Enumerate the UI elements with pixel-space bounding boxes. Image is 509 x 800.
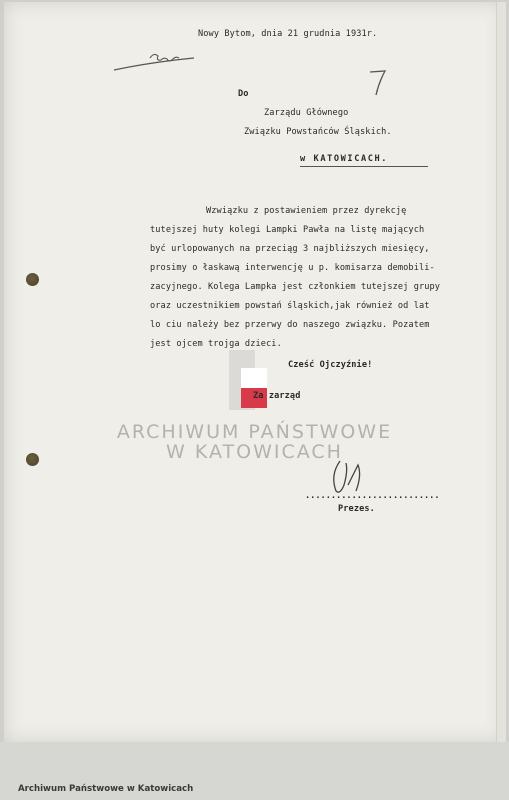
watermark-line-1: ARCHIWUM PAŃSTWOWE bbox=[116, 421, 393, 443]
punch-hole-top bbox=[26, 273, 39, 286]
flag-white-stripe bbox=[241, 368, 267, 388]
recipient-line-1: Zarządu Głównego bbox=[264, 108, 349, 118]
body-line-1: Wzwiązku z postawieniem przez dyrekcję bbox=[206, 206, 407, 216]
watermark-line-2: W KATOWICACH bbox=[166, 441, 343, 463]
body-line-2: tutejszej huty kolegi Lampki Pawła na listę mających bbox=[150, 225, 425, 235]
recipient-city: w KATOWICACH. bbox=[300, 154, 389, 164]
body-line-5: zacyjnego. Kolega Lampka jest członkiem tutejszej grupy bbox=[150, 282, 441, 292]
to-label: Do bbox=[238, 89, 249, 99]
signature-line: .......................... bbox=[305, 491, 440, 501]
body-line-3: być urlopowanych na przeciąg 3 najbliższych miesięcy, bbox=[150, 244, 430, 254]
greeting: Cześć Ojczyźnie! bbox=[288, 360, 373, 370]
page-number-mark bbox=[367, 68, 389, 98]
recipient-line-2: Związku Powstańców Śląskich. bbox=[244, 127, 392, 137]
archive-credit: Archiwum Państwowe w Katowicach bbox=[18, 784, 194, 794]
body-line-4: prosimy o łaskawą interwencję u p. komisarza demobili- bbox=[150, 263, 435, 273]
city-underline bbox=[300, 166, 428, 167]
body-line-7: lo ciu należy bez przerwy do naszego związku. Pozatem bbox=[150, 320, 430, 330]
handwritten-annotation-icon bbox=[112, 44, 197, 76]
body-line-6: oraz uczestnikiem powstań śląskich,jak również od lat bbox=[150, 301, 430, 311]
signer-title: Prezes. bbox=[338, 504, 375, 514]
date-line: Nowy Bytom, dnia 21 grudnia 1931r. bbox=[198, 29, 378, 39]
board-label: Za zarząd bbox=[253, 391, 301, 401]
paper-edge bbox=[496, 2, 506, 742]
body-line-8: jest ojcem trojga dzieci. bbox=[150, 339, 282, 349]
